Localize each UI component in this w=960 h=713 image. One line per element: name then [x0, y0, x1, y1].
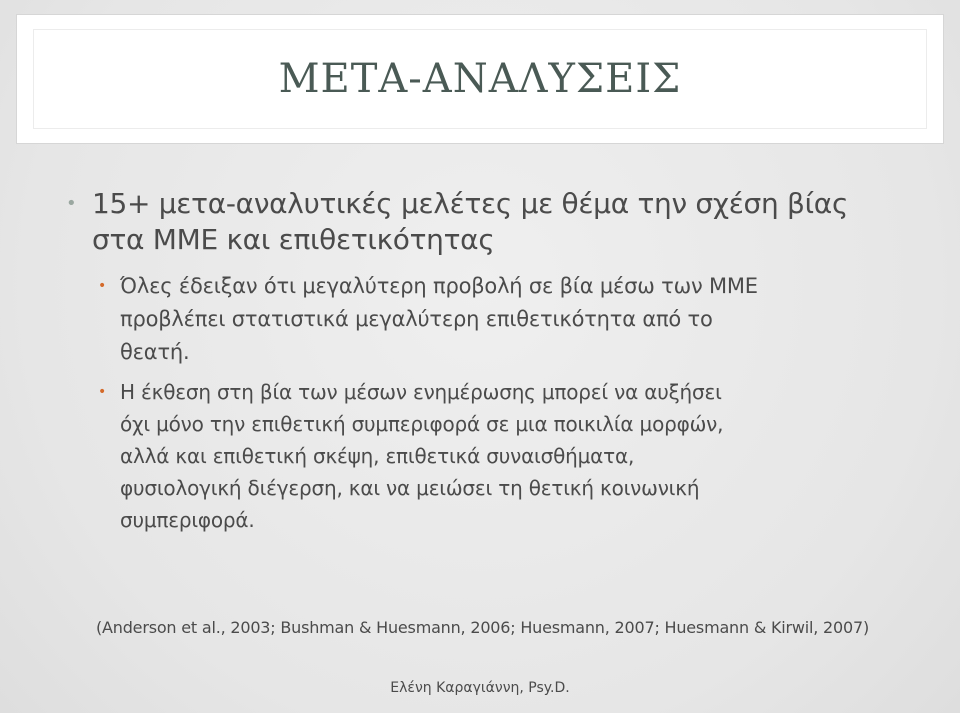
- bullet-dot-icon: •: [98, 278, 107, 294]
- bullet-line: προβλέπει στατιστικά μεγαλύτερη επιθετικότητα από το: [120, 307, 713, 331]
- bullet-line: θεατή.: [120, 340, 190, 364]
- title-frame: [16, 14, 944, 144]
- bullet-item-1: [66, 186, 849, 258]
- bullet-line: Η έκθεση στη βία των μέσων ενημέρωσης μπορεί να αυξήσει: [120, 380, 722, 404]
- bullet-line: στα ΜΜΕ και επιθετικότητας: [92, 223, 495, 256]
- slide-title: ΜΕΤΑ-ΑΝΑΛΥΣΕΙΣ: [278, 56, 682, 102]
- bullet-item-3: [98, 376, 724, 536]
- bullet-line: συμπεριφορά.: [120, 508, 255, 532]
- bullet-line: 15+ μετα-αναλυτικές μελέτες με θέμα την σχέση βίας: [92, 187, 849, 220]
- footer-author: Ελένη Καραγιάννη, Psy.D.: [390, 680, 570, 696]
- bullet-line: Όλες έδειξαν ότι μεγαλύτερη προβολή σε βία μέσω των ΜΜΕ: [120, 274, 758, 298]
- bullet-line: αλλά και επιθετική σκέψη, επιθετικά συναισθήματα,: [120, 444, 635, 468]
- citation-text: (Anderson et al., 2003; Bushman & Huesmann, 2006; Huesmann, 2007; Huesmann & Kirwil, 2007): [96, 618, 870, 637]
- bullet-dot-icon: •: [98, 384, 107, 400]
- title-inner-frame: [33, 29, 927, 129]
- bullet-dot-icon: •: [66, 193, 77, 214]
- bullet-item-2: [98, 270, 758, 369]
- bullet-line: όχι μόνο την επιθετική συμπεριφορά σε μια ποικιλία μορφών,: [120, 412, 724, 436]
- bullet-line: φυσιολογική διέγερση, και να μειώσει τη θετική κοινωνική: [120, 476, 700, 500]
